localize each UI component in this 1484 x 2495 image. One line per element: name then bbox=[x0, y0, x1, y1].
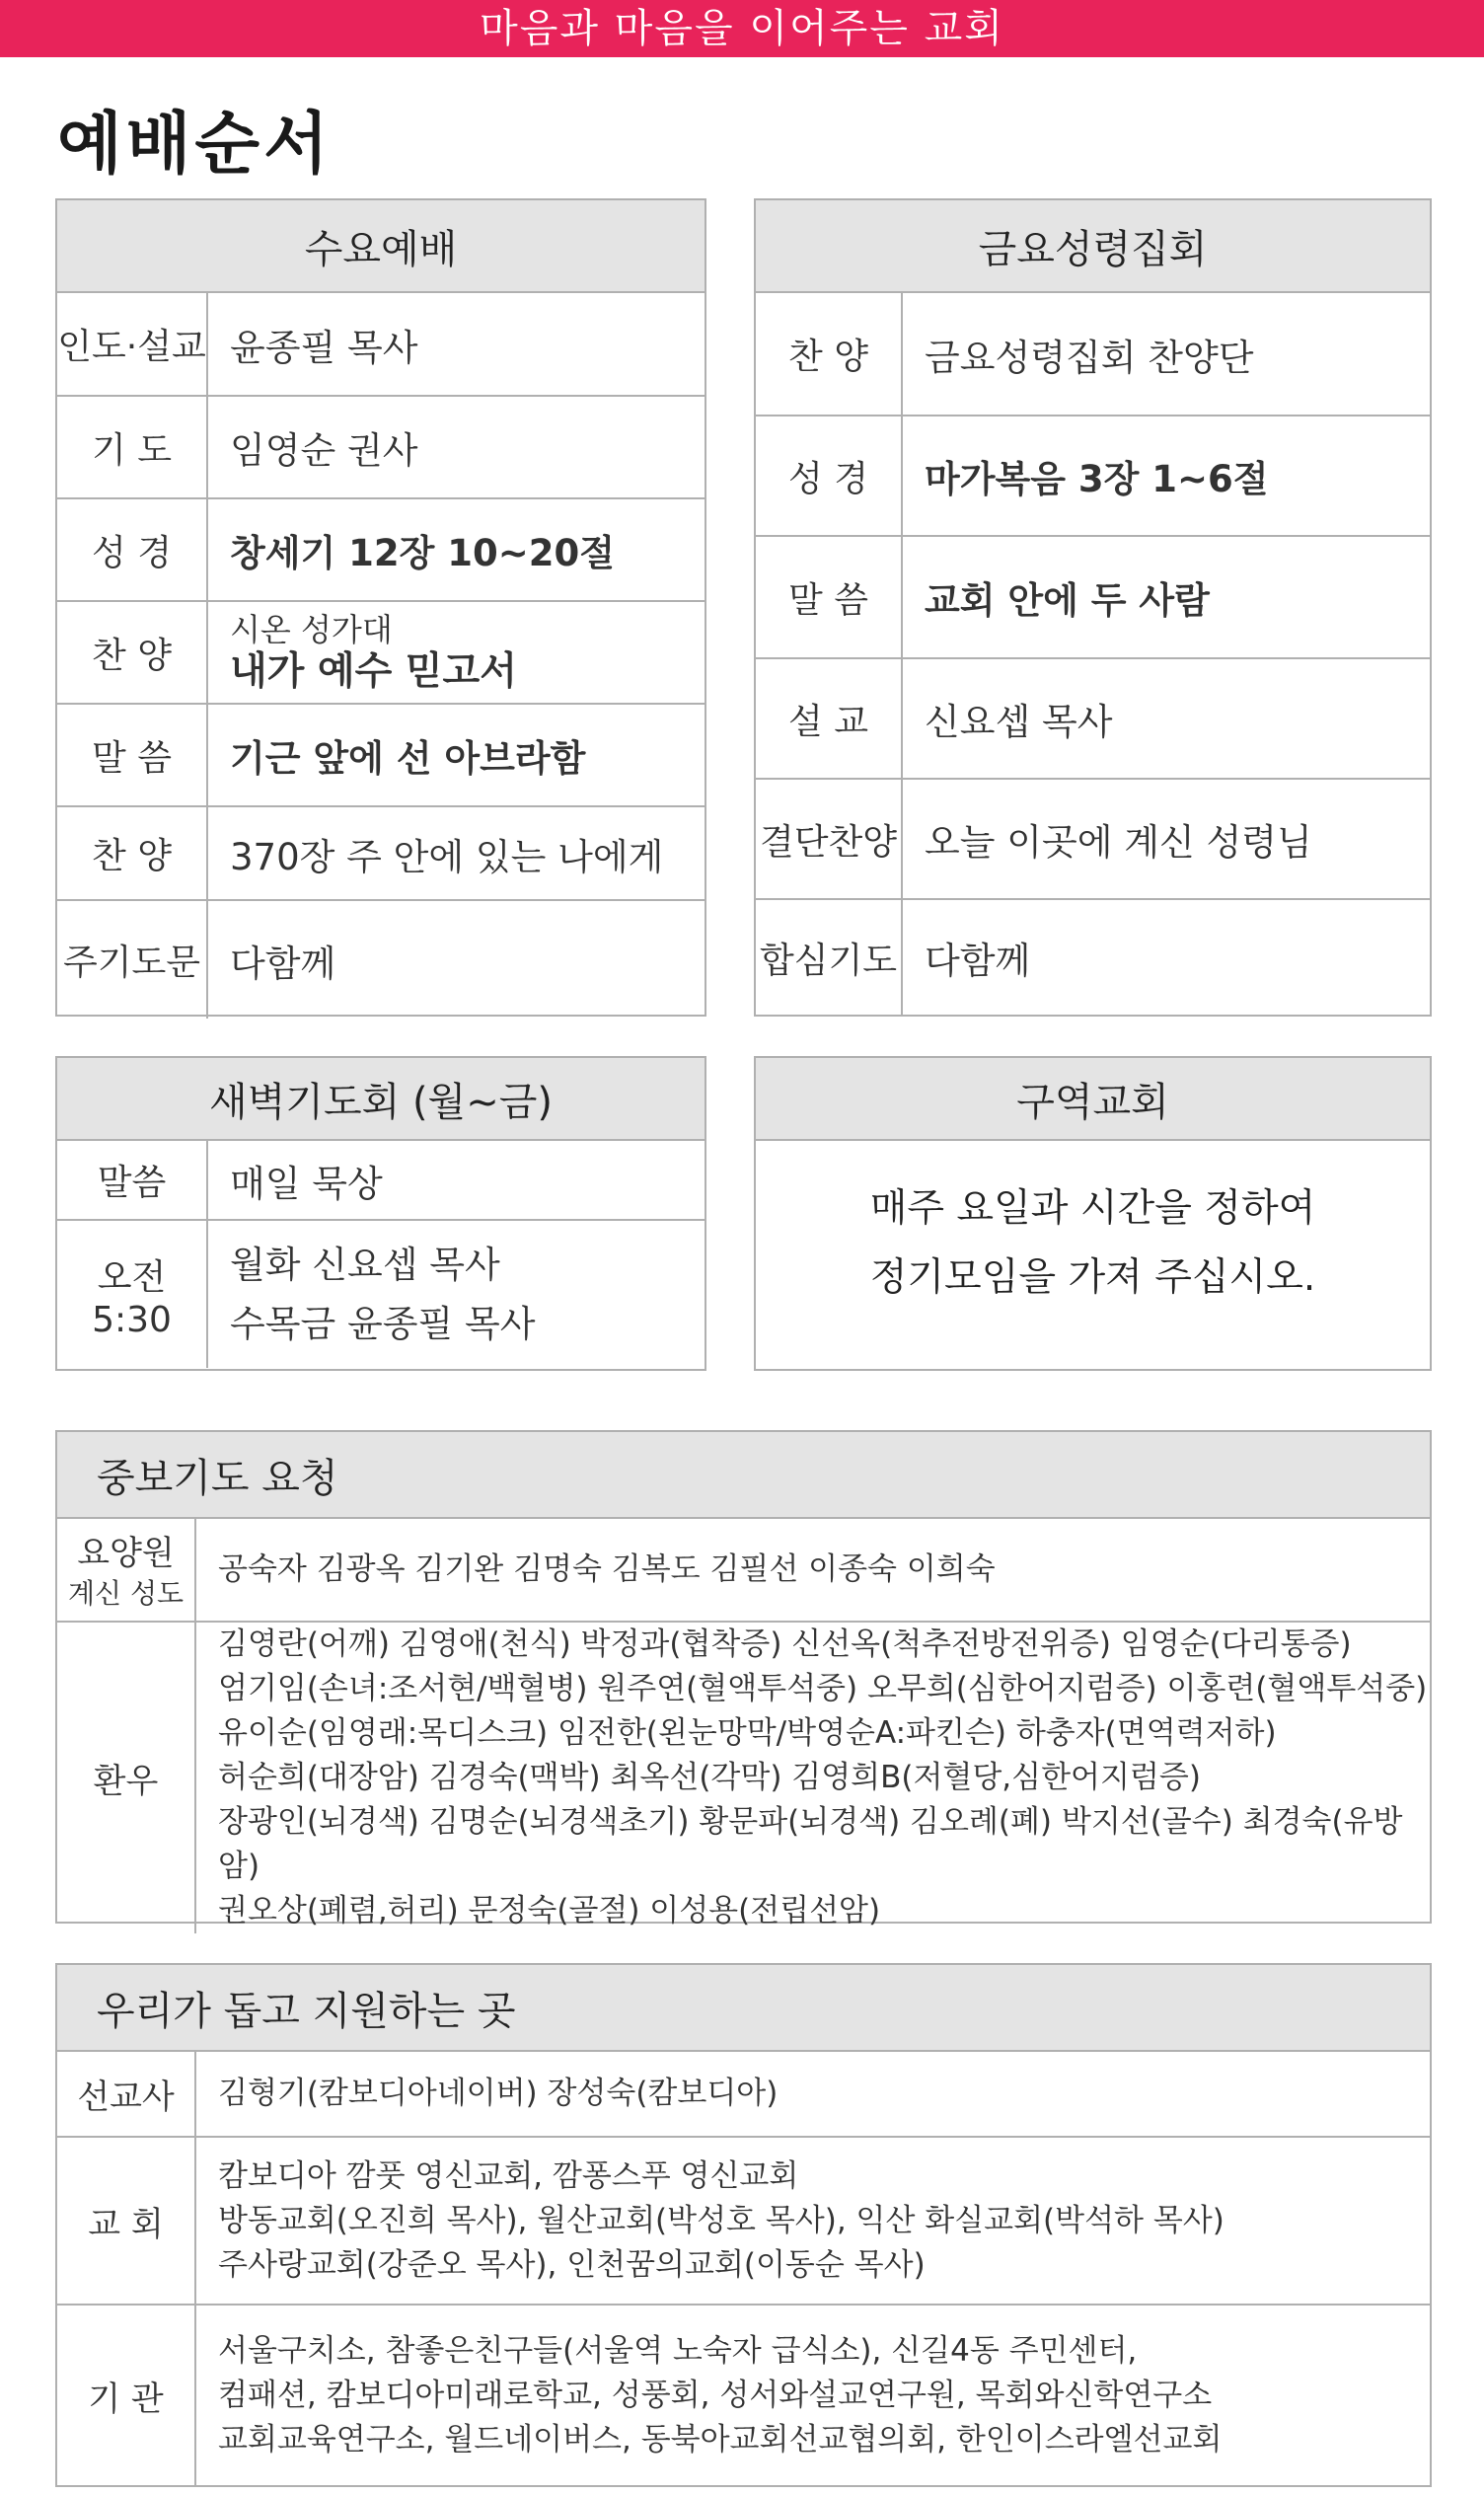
patient-line: 김영란(어깨) 김영애(천식) 박정과(협착증) 신선옥(척추전방전위증) 임영순(다리통증) bbox=[218, 1626, 1352, 1662]
row-label: 설 교 bbox=[756, 658, 902, 779]
table-row bbox=[57, 2305, 1430, 2485]
table-row bbox=[57, 704, 705, 806]
row-label: 찬 양 bbox=[57, 601, 207, 704]
org-list bbox=[195, 2305, 1430, 2485]
patient-line: 유이순(임영래:목디스크) 임전한(왼눈망막/박영순A:파킨슨) 하충자(면역력저하) bbox=[218, 1715, 1277, 1751]
wednesday-service-heading: 수요예배 bbox=[57, 200, 705, 293]
church-label: 교 회 bbox=[57, 2137, 195, 2305]
table-row bbox=[57, 1220, 705, 1368]
intercessory-prayer-heading: 중보기도 요청 bbox=[57, 1432, 1430, 1519]
patient-line: 장광인(뇌경색) 김명순(뇌경색초기) 황문파(뇌경색) 김오례(폐) 박지선(골수) 최경숙(유방암) bbox=[218, 1804, 1403, 1884]
row-value: 윤종필 목사 bbox=[230, 326, 418, 369]
page-title: 예배순서 bbox=[57, 106, 333, 184]
table-row bbox=[57, 806, 705, 900]
church-line: 방동교회(오진희 목사), 월산교회(박성호 목사), 익산 화실교회(박석하 목사) bbox=[218, 2202, 1224, 2238]
table-row bbox=[57, 900, 705, 1019]
row-label: 말 씀 bbox=[756, 536, 902, 658]
sermon-title: 교회 안에 두 사람 bbox=[902, 536, 1430, 658]
table-row bbox=[756, 293, 1430, 416]
support-table bbox=[57, 2052, 1430, 2485]
row-value: 임영순 권사 bbox=[207, 396, 705, 498]
table-row bbox=[57, 293, 705, 396]
nursing-names: 공숙자 김광옥 김기완 김명숙 김복도 김필선 이종숙 이희숙 bbox=[218, 1551, 996, 1587]
row-value: 매일 묵상 bbox=[230, 1162, 383, 1205]
row-label: 말씀 bbox=[57, 1141, 207, 1220]
patient-list bbox=[195, 1622, 1430, 1933]
scripture-value: 마가복음 3장 1~6절 bbox=[902, 416, 1430, 536]
choir-name: 시온 성가대 bbox=[230, 611, 393, 648]
leader-line: 수목금 윤종필 목사 bbox=[230, 1302, 536, 1345]
district-church-box bbox=[754, 1056, 1432, 1371]
row-label: 주기도문 bbox=[57, 900, 207, 1019]
table-row bbox=[756, 899, 1430, 1015]
row-label: 오전 5:30 bbox=[57, 1220, 207, 1368]
table-row bbox=[756, 658, 1430, 779]
row-value: 다함께 bbox=[902, 899, 1430, 1015]
table-row bbox=[57, 1519, 1430, 1622]
table-row bbox=[756, 779, 1430, 899]
church-line: 캄보디아 깜풋 영신교회, 깜퐁스푸 영신교회 bbox=[218, 2157, 799, 2194]
friday-service-table bbox=[756, 293, 1430, 1015]
table-row bbox=[57, 1622, 1430, 1933]
row-label: 말 씀 bbox=[57, 704, 207, 806]
praise-value bbox=[207, 601, 705, 704]
friday-service-heading: 금요성령집회 bbox=[756, 200, 1430, 293]
row-value: 금요성령집회 찬양단 bbox=[925, 336, 1254, 379]
scripture-value: 창세기 12장 10~20절 bbox=[207, 498, 705, 601]
dawn-prayer-table bbox=[57, 1141, 705, 1368]
top-banner: 마음과 마음을 이어주는 교회 bbox=[0, 0, 1484, 57]
row-value bbox=[207, 1220, 705, 1368]
support-heading: 우리가 돕고 지원하는 곳 bbox=[57, 1965, 1430, 2052]
row-value: 다함께 bbox=[207, 900, 705, 1019]
leader-line: 월화 신요셉 목사 bbox=[230, 1243, 500, 1286]
table-row bbox=[756, 416, 1430, 536]
row-label: 인도·설교 bbox=[57, 293, 207, 396]
row-value: 370장 주 안에 있는 나에게 bbox=[207, 806, 705, 900]
org-line: 컴패션, 캄보디아미래로학교, 성풍회, 성서와설교연구원, 목회와신학연구소 bbox=[218, 2377, 1213, 2413]
missionary-list: 김형기(캄보디아네이버) 장성숙(캄보디아) bbox=[218, 2076, 779, 2111]
district-notice bbox=[756, 1174, 1430, 1313]
hymn-title: 내가 예수 믿고서 bbox=[230, 649, 517, 694]
dawn-prayer-heading: 새벽기도회 (월~금) bbox=[57, 1058, 705, 1141]
patient-line: 허순희(대장암) 김경숙(맥박) 최옥선(각막) 김영희B(저혈당,심한어지럼증) bbox=[218, 1760, 1201, 1795]
row-label: 성 경 bbox=[756, 416, 902, 536]
intercessory-prayer-table bbox=[57, 1519, 1430, 1933]
label-text: 요양원 bbox=[77, 1534, 175, 1573]
org-label: 기 관 bbox=[57, 2305, 195, 2485]
org-line: 서울구치소, 참좋은친구들(서울역 노숙자 급식소), 신길4동 주민센터, bbox=[218, 2332, 1138, 2369]
wednesday-service-box bbox=[55, 198, 706, 1017]
table-row bbox=[57, 601, 705, 704]
row-value: 신요셉 목사 bbox=[902, 658, 1430, 779]
support-box bbox=[55, 1963, 1432, 2487]
row-value: 오늘 이곳에 계신 성령님 bbox=[902, 779, 1430, 899]
row-label: 성 경 bbox=[57, 498, 207, 601]
table-row bbox=[57, 396, 705, 498]
row-label: 합심기도 bbox=[756, 899, 902, 1015]
table-row bbox=[57, 2137, 1430, 2305]
row-label: 결단찬양 bbox=[756, 779, 902, 899]
row-label: 찬 양 bbox=[756, 293, 902, 416]
church-list bbox=[195, 2137, 1430, 2305]
missionary-label: 선교사 bbox=[57, 2052, 195, 2137]
row-label: 기 도 bbox=[57, 396, 207, 498]
district-church-heading: 구역교회 bbox=[756, 1058, 1430, 1141]
sermon-title: 기근 앞에 선 아브라함 bbox=[207, 704, 705, 806]
row-label: 찬 양 bbox=[57, 806, 207, 900]
nursing-label bbox=[57, 1519, 195, 1622]
intercessory-prayer-box bbox=[55, 1430, 1432, 1928]
notice-line: 매주 요일과 시간을 정하여 bbox=[869, 1186, 1316, 1231]
dawn-prayer-box bbox=[55, 1056, 706, 1371]
wednesday-service-table bbox=[57, 293, 705, 1019]
table-row bbox=[57, 2052, 1430, 2137]
church-line: 주사랑교회(강준오 목사), 인천꿈의교회(이동순 목사) bbox=[218, 2246, 926, 2283]
friday-service-box bbox=[754, 198, 1432, 1017]
table-row bbox=[57, 1141, 705, 1220]
label-subtext: 계신 성도 bbox=[67, 1577, 185, 1610]
patient-line: 엄기임(손녀:조서현/백혈병) 원주연(혈액투석중) 오무희(심한어지럼증) 이홍련(혈액투석중) bbox=[218, 1671, 1428, 1706]
notice-line: 정기모임을 가져 주십시오. bbox=[869, 1255, 1316, 1300]
table-row bbox=[57, 498, 705, 601]
org-line: 교회교육연구소, 월드네이버스, 동북아교회선교협의회, 한인이스라엘선교회 bbox=[218, 2421, 1223, 2457]
table-row bbox=[756, 536, 1430, 658]
patient-label: 환우 bbox=[57, 1622, 195, 1933]
patient-line: 권오상(폐렴,허리) 문정숙(골절) 이성용(전립선암) bbox=[218, 1893, 881, 1928]
